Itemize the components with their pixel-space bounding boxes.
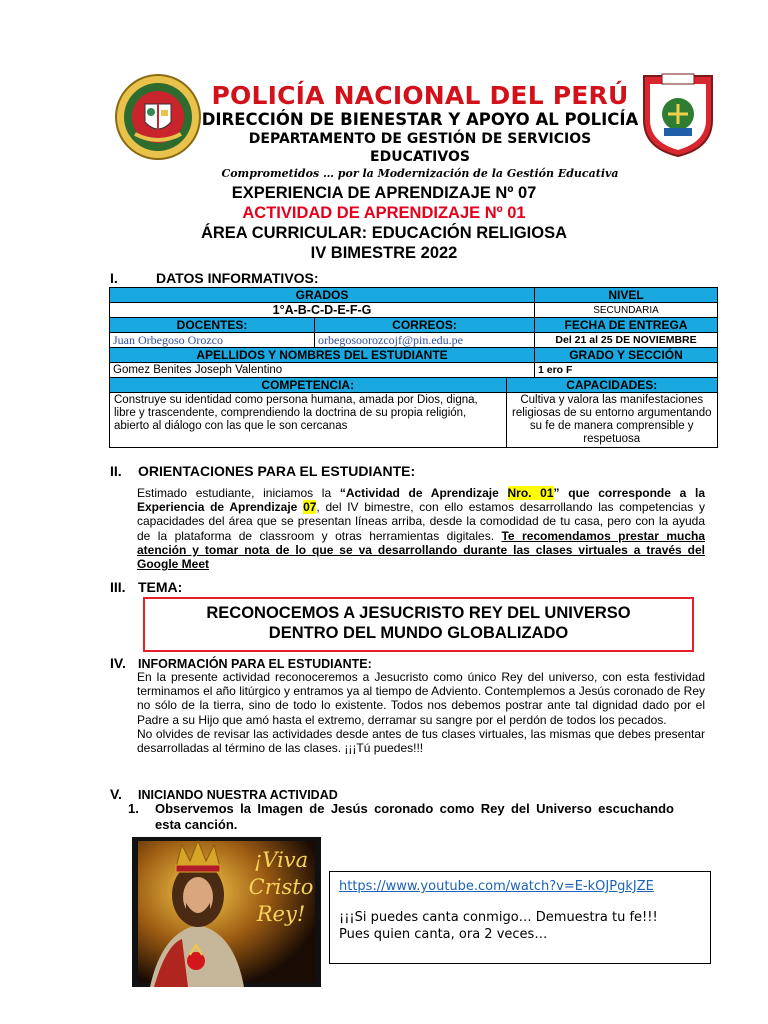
topic-line: DENTRO DEL MUNDO GLOBALIZADO	[268, 624, 569, 642]
orientation-text: ,	[316, 500, 320, 515]
activity-number-highlight: Nro. 01	[507, 486, 554, 500]
teachers-header: DOCENTES:	[110, 318, 315, 333]
song-link-box	[329, 871, 711, 964]
section-title: TEMA:	[138, 579, 183, 595]
experience-number-highlight: 07	[303, 500, 317, 515]
motto: Comprometidos … por la Modernización de la Gestión Educativa	[221, 167, 619, 180]
grade-section-header: GRADO Y SECCIÓN	[535, 348, 718, 363]
level-header: NIVEL	[535, 288, 718, 303]
section-number: I.	[110, 270, 118, 286]
information-text: En la presente actividad reconoceremos a Jesucristo como único Rey del universo, con esta festividad terminamos el año litúrgico y entramos ya al tiempo de Adviento. Contemplemos a Jesús coronado de Rey no sólo de la tierra, sino de todo lo existente. Todos nos debemos postrar ante tal dignidad dado por el Padre a su Hijo que amó hasta el extremo, derramar su sangre por el perdón de todos los pecados.	[137, 670, 705, 727]
competence-value: Construye su identidad como persona humana, amada por Dios, digna, libre y trascendente, comprendiendo la doctrina de su propia religión, abierto al diálogo con las que le son cercanas	[110, 393, 507, 448]
recommendation-text: Te recomendamos prestar mucha atención y tomar nota de lo que se va desarrollando durante las clases virtuales a través del Google Meet	[137, 528, 705, 572]
section-number: II.	[110, 463, 122, 479]
section-4-heading	[110, 655, 372, 671]
encouragement-text: Pues quien canta, ora 2 veces…	[339, 927, 548, 942]
due-date-header: FECHA DE ENTREGA	[535, 318, 718, 333]
topic-box	[143, 597, 694, 652]
orientation-paragraph	[137, 486, 705, 571]
orientation-bold: ” que corresponde a la Experiencia de Aprendizaje	[137, 486, 705, 515]
student-name-header: APELLIDOS Y NOMBRES DEL ESTUDIANTE	[110, 348, 535, 363]
section-number: III.	[110, 579, 126, 595]
section-number: IV.	[110, 655, 126, 671]
information-text: No olvides de revisar las actividades desde antes de tus clases virtuales, las mismas que debes presentar desarrolladas al término de las clases. ¡¡¡Tú puedes!!!	[137, 726, 705, 756]
section-1-heading	[110, 270, 319, 286]
student-name-value: Gomez Benites Joseph Valentino	[110, 363, 535, 378]
orientation-text: del IV bimestre, con ello estamos desarrollando las competencias y capacidades del área que se presentan líneas arriba, desde la comodidad de tu casa, pero con la ayuda de la plataforma de classroom y otras herramientas digitales.	[137, 500, 705, 543]
caption-line: Cristo	[248, 875, 314, 899]
teacher-email: orbegosoorozcojf@pin.edu.pe	[315, 333, 535, 348]
section-5-heading	[110, 786, 338, 802]
item-number: 1.	[128, 801, 139, 816]
capacities-value: Cultiva y valora las manifestaciones religiosas de su entorno argumentando su fe de manera comprensible y respetuosa	[506, 393, 718, 448]
section-2-heading	[110, 463, 415, 479]
grades-header: GRADOS	[110, 288, 535, 303]
caption-line: ¡Viva	[253, 848, 309, 872]
activity-item	[128, 801, 674, 833]
christ-king-image	[132, 837, 321, 987]
school-crest-icon	[640, 70, 716, 158]
info-table	[109, 287, 718, 448]
section-3-heading	[110, 579, 182, 595]
level-value: SECUNDARIA	[535, 303, 718, 318]
emails-header: CORREOS:	[315, 318, 535, 333]
information-paragraph	[137, 670, 705, 755]
orientation-bold: “Actividad de Aprendizaje	[339, 486, 508, 500]
experience-title: EXPERIENCIA DE APRENDIZAJE Nº 07	[231, 184, 537, 202]
teacher-name: Juan Orbegoso Orozco	[110, 333, 315, 348]
section-number: V.	[110, 786, 122, 802]
due-date-value: Del 21 al 25 DE NOVIEMBRE	[535, 333, 718, 348]
section-title: INICIANDO NUESTRA ACTIVIDAD	[138, 788, 338, 802]
direction-subtitle: DIRECCIÓN DE BIENESTAR Y APOYO AL POLICÍA	[201, 110, 639, 129]
capacities-header: CAPACIDADES:	[506, 378, 718, 393]
image-caption	[242, 847, 320, 928]
competence-header: COMPETENCIA:	[110, 378, 507, 393]
document-titles	[0, 183, 768, 263]
youtube-link[interactable]: https://www.youtube.com/watch?v=E-kOJPgkJZE	[339, 879, 654, 894]
section-title: DATOS INFORMATIVOS:	[156, 270, 319, 286]
pnp-seal-icon	[115, 74, 201, 160]
grades-value: 1°A-B-C-D-E-F-G	[110, 303, 535, 318]
activity-title: ACTIVIDAD DE APRENDIZAJE Nº 01	[242, 204, 526, 222]
section-title: INFORMACIÓN PARA EL ESTUDIANTE:	[138, 657, 372, 671]
institution-title: POLICÍA NACIONAL DEL PERÚ	[211, 81, 629, 110]
grade-section-value: 1 ero F	[535, 363, 718, 378]
topic-line: RECONOCEMOS A JESUCRISTO REY DEL UNIVERSO	[206, 604, 631, 622]
caption-line: Rey!	[256, 902, 306, 926]
encouragement-text: ¡¡¡Si puedes canta conmigo… Demuestra tu fe!!!	[339, 910, 658, 925]
department-subtitle: DEPARTAMENTO DE GESTIÓN DE SERVICIOS EDUCATIVOS	[248, 131, 592, 165]
area-title: ÁREA CURRICULAR: EDUCACIÓN RELIGIOSA	[200, 224, 568, 242]
item-text: Observemos la Imagen de Jesús coronado como Rey del Universo escuchando esta canción.	[155, 801, 674, 832]
section-title: ORIENTACIONES PARA EL ESTUDIANTE:	[138, 463, 416, 479]
letterhead	[0, 60, 768, 180]
bimester-title: IV BIMESTRE 2022	[310, 244, 458, 262]
orientation-text: Estimado estudiante, iniciamos la	[137, 486, 340, 500]
